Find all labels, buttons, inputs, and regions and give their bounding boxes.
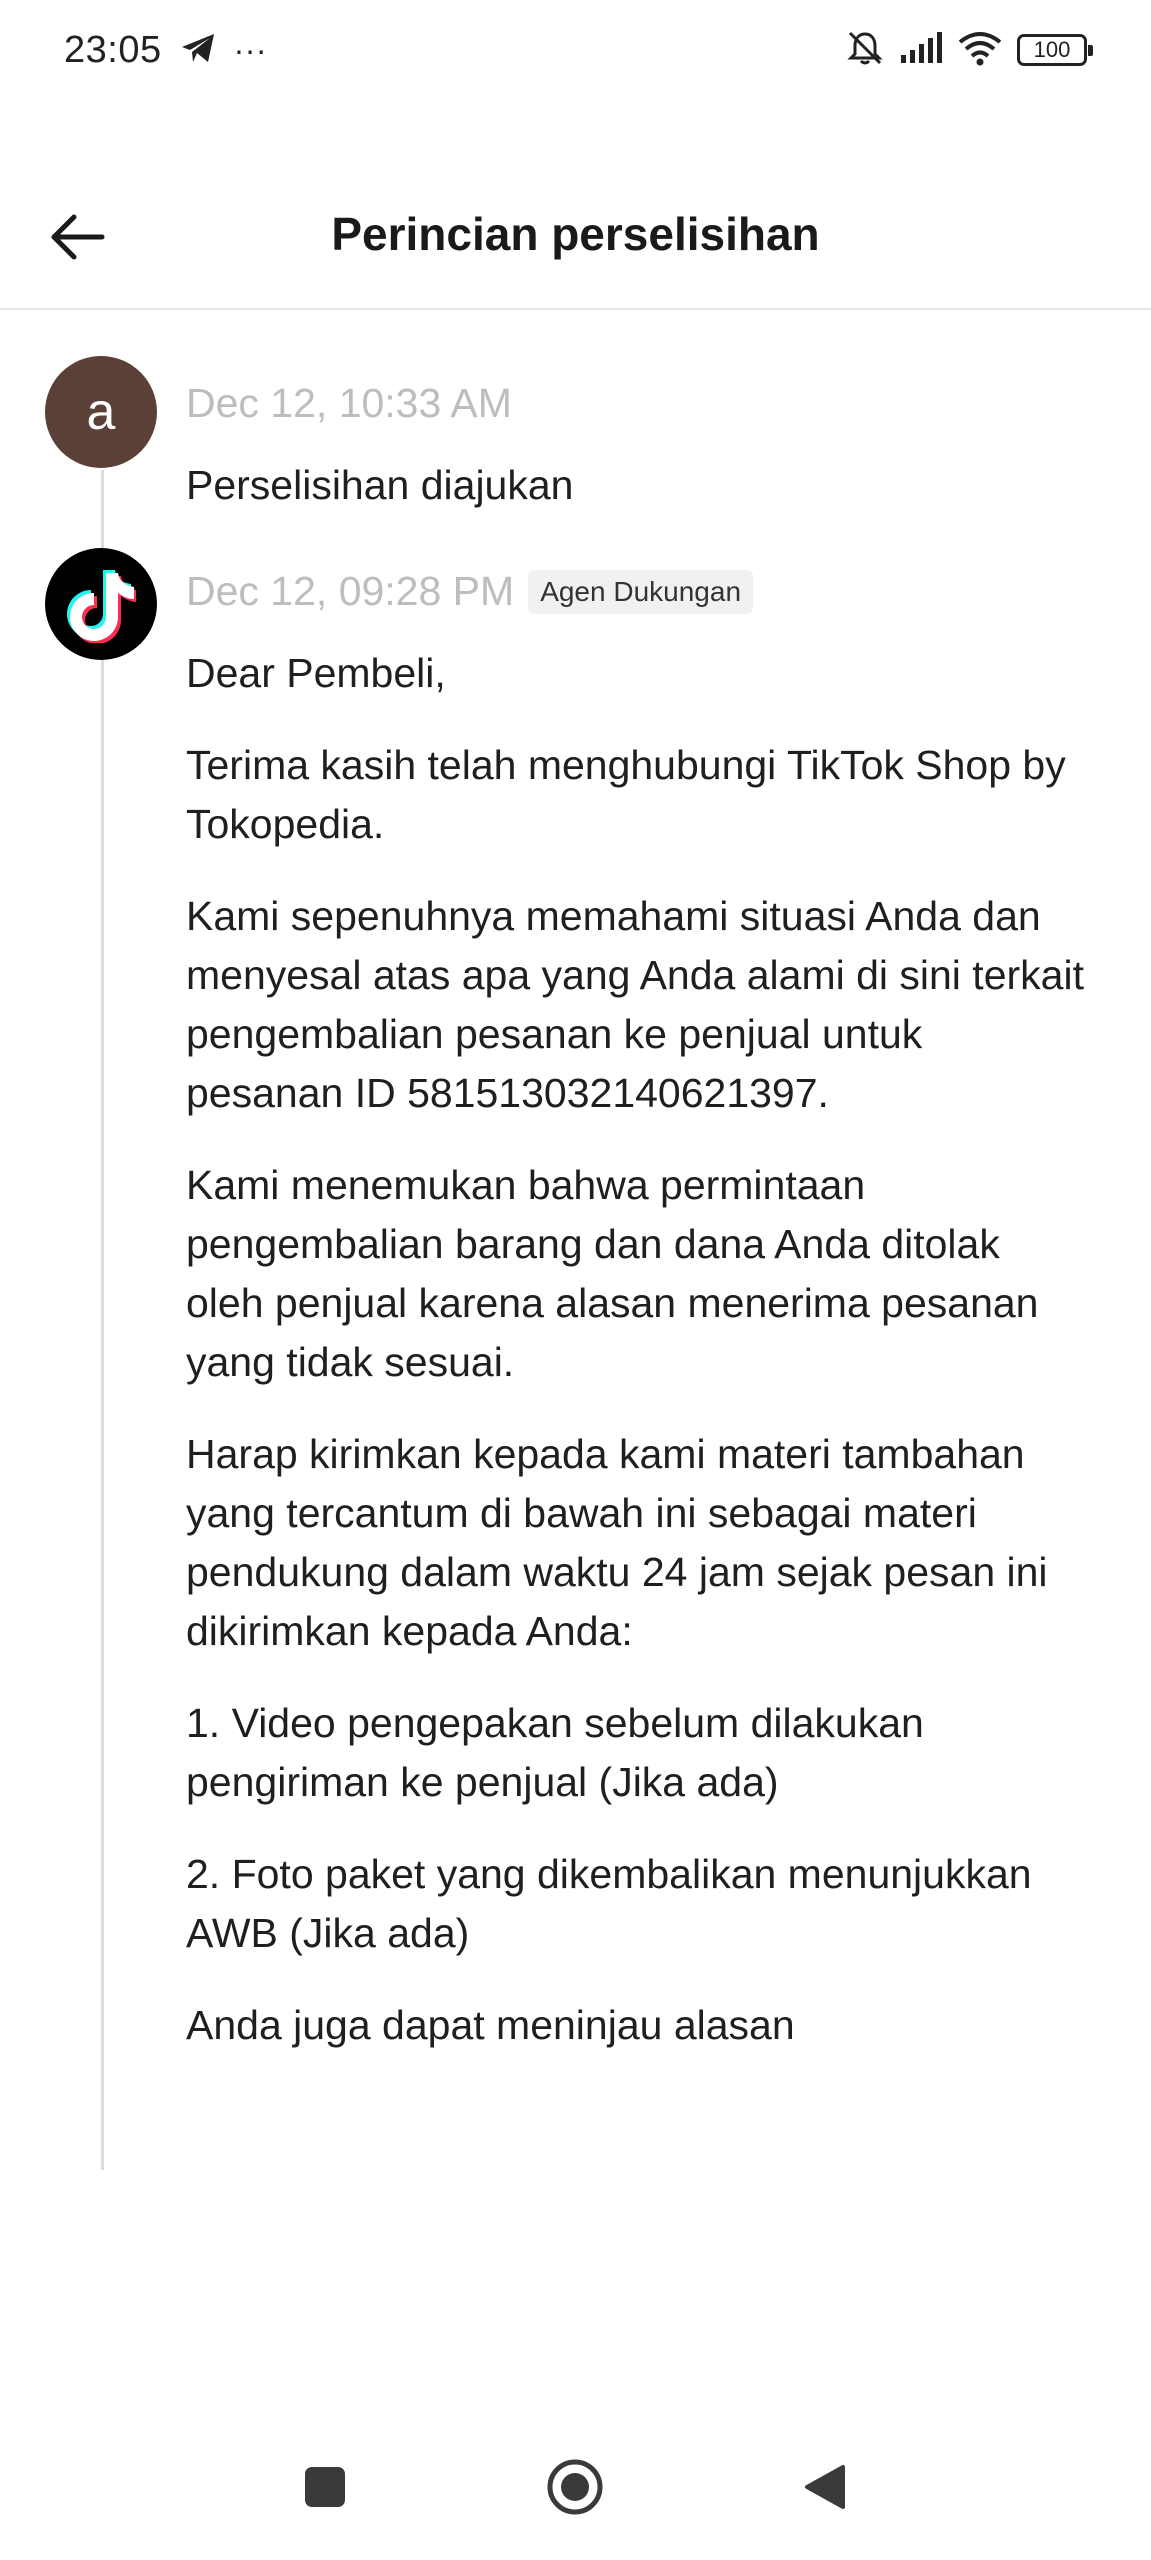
battery-icon xyxy=(1017,34,1087,66)
recents-square-icon xyxy=(304,2466,346,2508)
avatar-letter: a xyxy=(86,383,116,441)
message-body xyxy=(186,644,1086,2088)
app-header xyxy=(0,160,1151,310)
bell-muted-icon xyxy=(845,28,885,73)
telegram-icon xyxy=(180,32,216,69)
message-paragraph: Anda juga dapat meninjau alasan xyxy=(186,2002,795,2048)
signal-icon xyxy=(899,31,943,70)
message-paragraph: 1. Video pengepakan sebelum dilakukan pengiriman ke penjual (Jika ada) xyxy=(186,1700,924,1805)
home-button[interactable] xyxy=(545,2457,605,2517)
wifi-icon xyxy=(957,30,1003,71)
entry-text: Perselisihan diajukan xyxy=(186,462,574,508)
message-paragraph: Harap kirimkan kepada kami materi tambahan yang tercantum di bawah ini sebagai materi pendukung dalam waktu 24 jam sejak pesan ini dikirimkan kepada Anda: xyxy=(186,1431,1048,1654)
status-right xyxy=(845,28,1087,73)
back-triangle-icon xyxy=(803,2463,847,2511)
timestamp: Dec 12, 09:28 PM xyxy=(186,568,515,614)
timestamp: Dec 12, 10:33 AM xyxy=(186,380,512,426)
dispute-timeline[interactable] xyxy=(0,352,1151,2172)
status-left xyxy=(64,29,267,72)
message-paragraph: Dear Pembeli, xyxy=(186,650,446,696)
avatar xyxy=(45,548,157,660)
back-button[interactable] xyxy=(40,200,114,274)
avatar xyxy=(45,356,157,468)
battery-level: 100 xyxy=(1033,37,1071,62)
status-time: 23:05 xyxy=(64,28,162,71)
overflow-dots: ··· xyxy=(233,31,268,68)
home-circle-icon xyxy=(545,2457,605,2517)
entry-meta xyxy=(186,568,753,615)
recents-button[interactable] xyxy=(300,2462,350,2512)
nav-back-button[interactable] xyxy=(800,2462,850,2512)
message-paragraph: Kami menemukan bahwa permintaan pengembalian barang dan dana Anda ditolak oleh penjual karena alasan menerima pesanan yang tidak sesuai. xyxy=(186,1162,1039,1385)
support-agent-badge: Agen Dukungan xyxy=(528,570,753,614)
arrow-left-icon xyxy=(48,213,106,261)
entry-meta xyxy=(186,380,512,427)
message-paragraph: 2. Foto paket yang dikembalikan menunjukkan AWB (Jika ada) xyxy=(186,1851,1032,1956)
status-bar xyxy=(0,0,1151,100)
message-paragraph: Kami sepenuhnya memahami situasi Anda dan menyesal atas apa yang Anda alami di sini terkait pengembalian pesanan ke penjual untuk pesanan ID 581513032140621397. xyxy=(186,893,1084,1116)
message-paragraph: Terima kasih telah menghubungi TikTok Shop by Tokopedia. xyxy=(186,742,1066,847)
tiktok-logo-icon xyxy=(66,565,136,643)
page-title: Perincian perselisihan xyxy=(331,208,820,260)
timeline-connector xyxy=(101,470,104,2170)
